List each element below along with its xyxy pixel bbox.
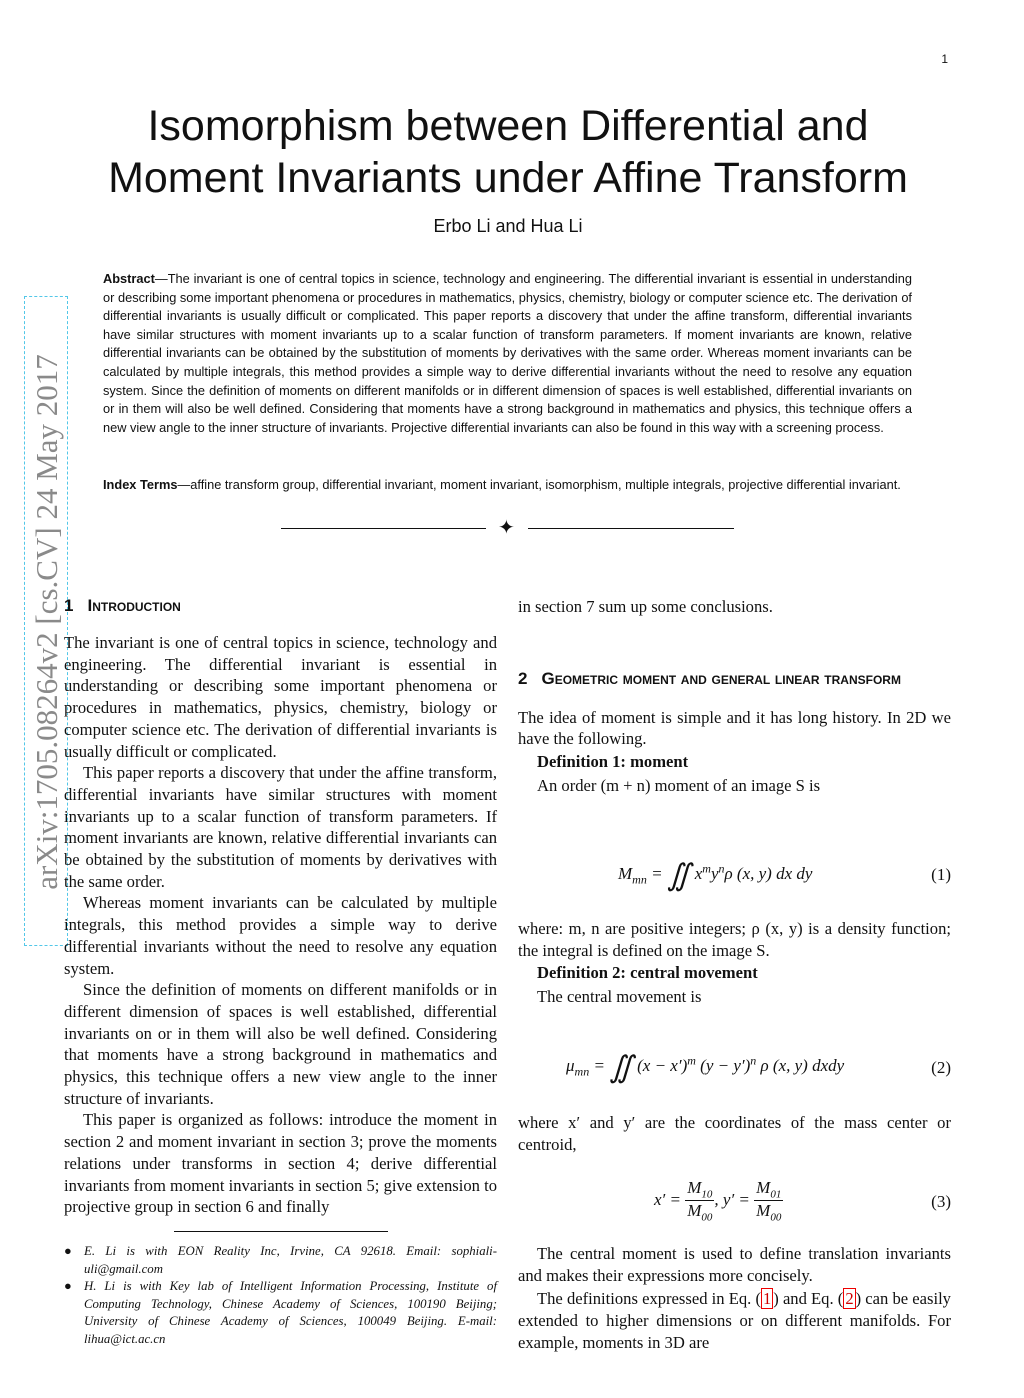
footnotes [64,1243,497,1349]
right-column [518,596,951,798]
title-line-1: Isomorphism between Differential and [147,102,869,150]
section-1-title: Introduction [87,596,181,615]
intro-paragraph-5: This paper is organized as follows: introduce the moment in section 2 and moment invariant in section 3; prove the moments relations under transforms in section 4; derive differential invariants from moment invariants in section 5; give extension to projective group in section 6 and finally [64,1110,497,1217]
abstract [103,270,912,437]
right-column-mid [518,918,951,1009]
footnote-1-text: E. Li is with EON Reality Inc, Irvine, CA 92618. Email: sophiali-uli@gmail.com [84,1244,497,1276]
equation-2-number: (2) [931,1058,951,1077]
definition-2-label: Definition 2: central movement [537,963,758,983]
index-terms-text: —affine transform group, differential invariant, moment invariant, isomorphism, multiple integrals, projective differential invariant. [177,477,901,492]
title-line-2: Moment Invariants under Affine Transform [108,154,908,202]
abstract-label: Abstract [103,271,155,286]
separator-left [281,528,486,529]
definition-1-text: An order (m + n) moment of an image S is [537,776,821,796]
authors: Erbo Li and Hua Li [433,216,583,236]
right-column-centroid [518,1112,951,1155]
index-terms [103,476,912,495]
eq-2-link[interactable]: 2 [845,1289,854,1309]
section-1-heading [64,593,497,618]
separator-diamond-icon: ✦ [498,515,515,539]
equation-1-number: (1) [931,865,951,884]
equation-2: $\mu_{mn}$ = ∬ $(x - x')^m$ $(y - y')^n$ ρ (x, y) dxdy [566,1051,845,1084]
paper-title [60,100,956,204]
arxiv-stamp[interactable] [24,296,68,946]
equation-3: x′ = $\frac{M_{10}}{M_{00}}$ , y′ = $\frac{M_{01}}{M_{00}}$ [654,1178,782,1224]
bullet-icon: ● [64,1279,72,1294]
central-moment-paragraph: The central moment is used to define translation invariants and makes their expressions more concisely. [518,1244,951,1285]
separator-right [528,528,734,529]
section-2-heading [518,666,951,691]
intro-continuation: in section 7 sum up some conclusions. [518,597,773,616]
index-terms-label: Index Terms [103,477,178,492]
abstract-text: —The invariant is one of central topics in science, technology and engineering. The differential invariant is essential in understanding or describing some important phenomena or procedures in mathematics, physics, chemistry, biology or computer science etc. The derivation of differential invariants is usually difficult or complicated. This paper reports a discovery that under the affine transform, differential invariants have similar structures with moment invariants up to a scalar function of transform parameters. If moment invariants are known, relative differential invariants can be obtained by the substitution of moments by derivatives with the same order. Whereas moment invariants can be calculated by multiple integrals, this method provides a simple way to derive differential invariants without the need to resolve any equation system. Since the definition of moments on different manifolds or in different dimension of spaces is well established, differential invariants on or in them will also be well defined. Considering that moments have a strong background in mathematics and physics, this technique offers a new view angle to the inner structure of invariants. Projective differential invariants can also be found in this way with a screening process. [103,271,912,435]
intro-paragraph-2: This paper reports a discovery that under the affine transform, differential invariants have similar structures with moment invariants up to a scalar function of transform parameters. If moment invariants are known, relative differential invariants can be obtained by the substitution of moments by derivatives with the same order. [64,763,497,891]
footnote-1 [64,1243,497,1278]
left-column [64,593,497,1218]
section-2-intro: The idea of moment is simple and it has long history. In 2D we have the following. [518,707,951,749]
extension-paragraph: The definitions expressed in Eq. ( 1 ) and Eq. ( 2 ) can be easily extended to higher dimensions or on different manifolds. For example, moments in 3D are [518,1289,951,1352]
after-equation-1: where: m, n are positive integers; ρ (x, y) is a density function; the integral is defined on the image S. [518,919,951,960]
equation-1: $M_{mn}$ = ∬ $x^my^n\rho$ (x, y) dx dy [618,859,813,892]
section-2-title: Geometric moment and general linear transform [541,668,901,688]
right-column-bottom [518,1243,951,1354]
section-1-number: 1 [64,596,74,615]
definition-1-label: Definition 1: moment [537,752,689,772]
intro-paragraph-3: Whereas moment invariants can be calculated by multiple integrals, this method provides a simple way to derive differential invariants without the need to resolve any equation system. [64,893,497,978]
section-2-number: 2 [518,668,528,688]
footnote-rule [174,1231,388,1232]
arxiv-stamp-text: arXiv:1705.08264v2 [cs.CV] 24 May 2017 [29,354,64,890]
after-equation-2: where x′ and y′ are the coordinates of the mass center or centroid, [518,1113,951,1154]
eq-1-link[interactable]: 1 [762,1289,772,1309]
intro-paragraph-1: The invariant is one of central topics in science, technology and engineering. The differential invariant is essential in understanding or describing some important phenomena or procedures in mathematics, physics, chemistry, biology or computer science etc. The derivation of differential invariants is usually difficult or complicated. [64,633,497,761]
equation-3-number: (3) [931,1192,951,1211]
definition-2-text: The central movement is [537,987,702,1007]
page-number: 1 [941,52,948,66]
intro-paragraph-4: Since the definition of moments on different manifolds or in different dimension of spaces is well established, differential invariants on or in them will also be well defined. Considering that moments have a strong background in mathematics and physics, this technique offers a new view angle to the inner structure of invariants. [64,980,497,1108]
bullet-icon: ● [64,1244,72,1258]
footnote-2-text: H. Li is with Key lab of Intelligent Information Processing, Institute of Computing Technology, Chinese Academy of Sciences, 100190 Beijing; University of Chinese Academy of Sciences, 100049 Beijing. E-mail: lihua@ict.ac.cn [84,1279,497,1346]
footnote-2 [64,1278,497,1348]
